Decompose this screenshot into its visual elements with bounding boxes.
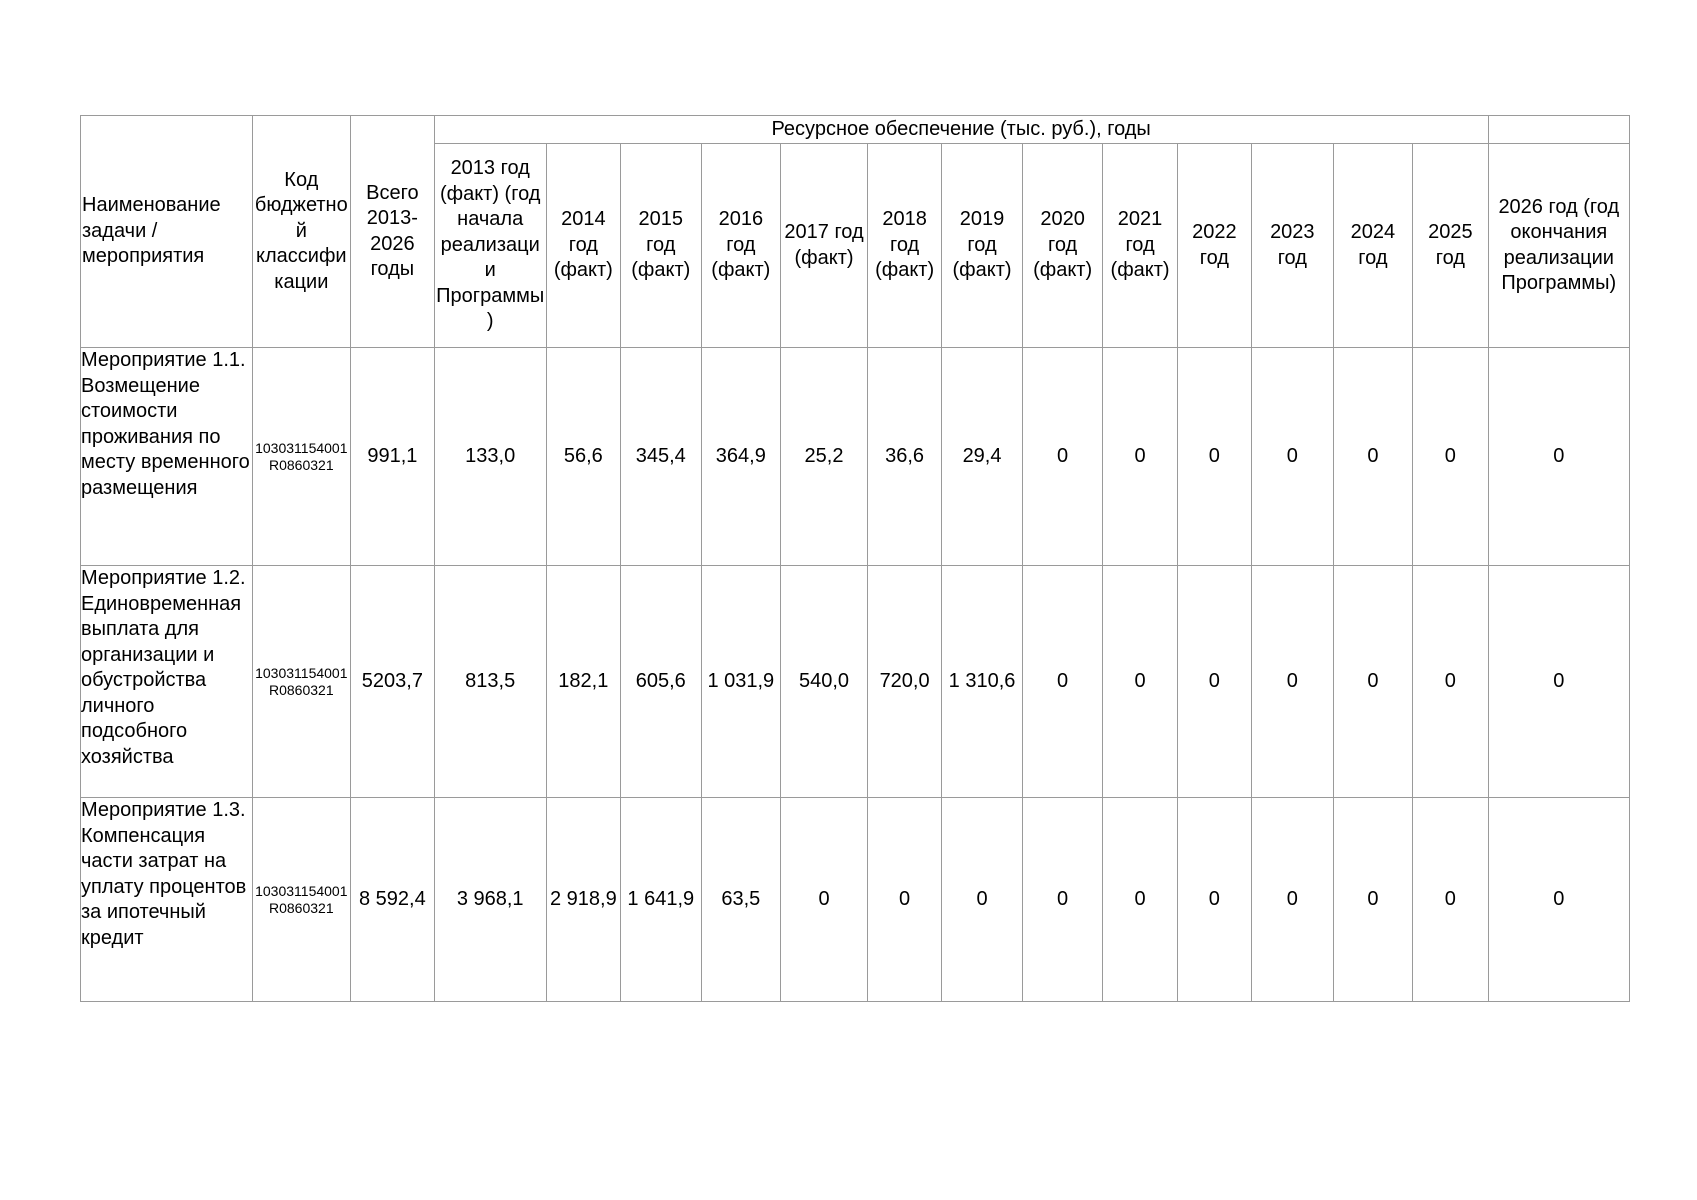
row-value-2016: 364,9 [701,348,781,566]
header-resources: Ресурсное обеспечение (тыс. руб.), годы [434,116,1488,144]
row-value-2019: 29,4 [942,348,1023,566]
header-year-2015: 2015 год (факт) [620,144,701,348]
header-task-name: Наименование задачи / мероприятия [81,116,253,348]
row-value-2024: 0 [1333,348,1413,566]
row-value-2015: 345,4 [620,348,701,566]
header-year-2022: 2022 год [1177,144,1251,348]
row-total: 8 592,4 [351,798,435,1002]
header-year-2017: 2017 год (факт) [781,144,868,348]
row-value-2025: 0 [1413,348,1488,566]
row-task-name: Мероприятие 1.2. Единовременная выплата для организации и обустройства личного подсобного хозяйства [81,566,253,798]
row-value-2018: 36,6 [867,348,941,566]
row-value-2014: 2 918,9 [546,798,620,1002]
row-value-2025: 0 [1413,566,1488,798]
header-year-2014: 2014 год (факт) [546,144,620,348]
row-value-2021: 0 [1103,798,1177,1002]
header-budget-code: Код бюджетной классификации [252,116,350,348]
row-value-2022: 0 [1177,348,1251,566]
header-total: Всего 2013-2026 годы [351,116,435,348]
row-value-2017: 25,2 [781,348,868,566]
table-row [81,798,1630,1002]
row-task-name: Мероприятие 1.3. Компенсация части затрат на уплату процентов за ипотечный кредит [81,798,253,1002]
header-year-2019: 2019 год (факт) [942,144,1023,348]
row-value-2018: 720,0 [867,566,941,798]
table-row [81,348,1630,566]
row-budget-code: 103031154001R0860321 [252,348,350,566]
header-year-2025: 2025 год [1413,144,1488,348]
row-value-2019: 0 [942,798,1023,1002]
header-year-2020: 2020 год (факт) [1022,144,1103,348]
row-value-2021: 0 [1103,348,1177,566]
row-value-2016: 63,5 [701,798,781,1002]
row-total: 5203,7 [351,566,435,798]
row-value-2013: 813,5 [434,566,546,798]
header-year-2013: 2013 год (факт) (год начала реализации Программы) [434,144,546,348]
row-value-2020: 0 [1022,566,1103,798]
row-value-2023: 0 [1252,566,1334,798]
row-value-2024: 0 [1333,798,1413,1002]
row-value-2022: 0 [1177,798,1251,1002]
row-value-2020: 0 [1022,348,1103,566]
row-budget-code: 103031154001R0860321 [252,798,350,1002]
row-value-2022: 0 [1177,566,1251,798]
row-value-2014: 56,6 [546,348,620,566]
header-empty-cell [1488,116,1629,144]
row-value-2020: 0 [1022,798,1103,1002]
row-value-2014: 182,1 [546,566,620,798]
header-year-2024: 2024 год [1333,144,1413,348]
row-value-2015: 1 641,9 [620,798,701,1002]
budget-table [80,115,1630,1002]
row-value-2019: 1 310,6 [942,566,1023,798]
row-total: 991,1 [351,348,435,566]
row-task-name: Мероприятие 1.1. Возмещение стоимости проживания по месту временного размещения [81,348,253,566]
header-year-2026: 2026 год (год окончания реализации Программы) [1488,144,1629,348]
row-value-2026: 0 [1488,566,1629,798]
row-value-2015: 605,6 [620,566,701,798]
header-year-2016: 2016 год (факт) [701,144,781,348]
header-year-2018: 2018 год (факт) [867,144,941,348]
header-year-2021: 2021 год (факт) [1103,144,1177,348]
row-value-2023: 0 [1252,798,1334,1002]
row-value-2016: 1 031,9 [701,566,781,798]
row-value-2017: 540,0 [781,566,868,798]
row-value-2013: 133,0 [434,348,546,566]
budget-table-container [80,115,1630,1002]
header-year-2023: 2023 год [1252,144,1334,348]
row-budget-code: 103031154001R0860321 [252,566,350,798]
row-value-2013: 3 968,1 [434,798,546,1002]
row-value-2017: 0 [781,798,868,1002]
row-value-2025: 0 [1413,798,1488,1002]
row-value-2021: 0 [1103,566,1177,798]
row-value-2023: 0 [1252,348,1334,566]
row-value-2026: 0 [1488,348,1629,566]
table-row [81,566,1630,798]
row-value-2026: 0 [1488,798,1629,1002]
row-value-2018: 0 [867,798,941,1002]
row-value-2024: 0 [1333,566,1413,798]
